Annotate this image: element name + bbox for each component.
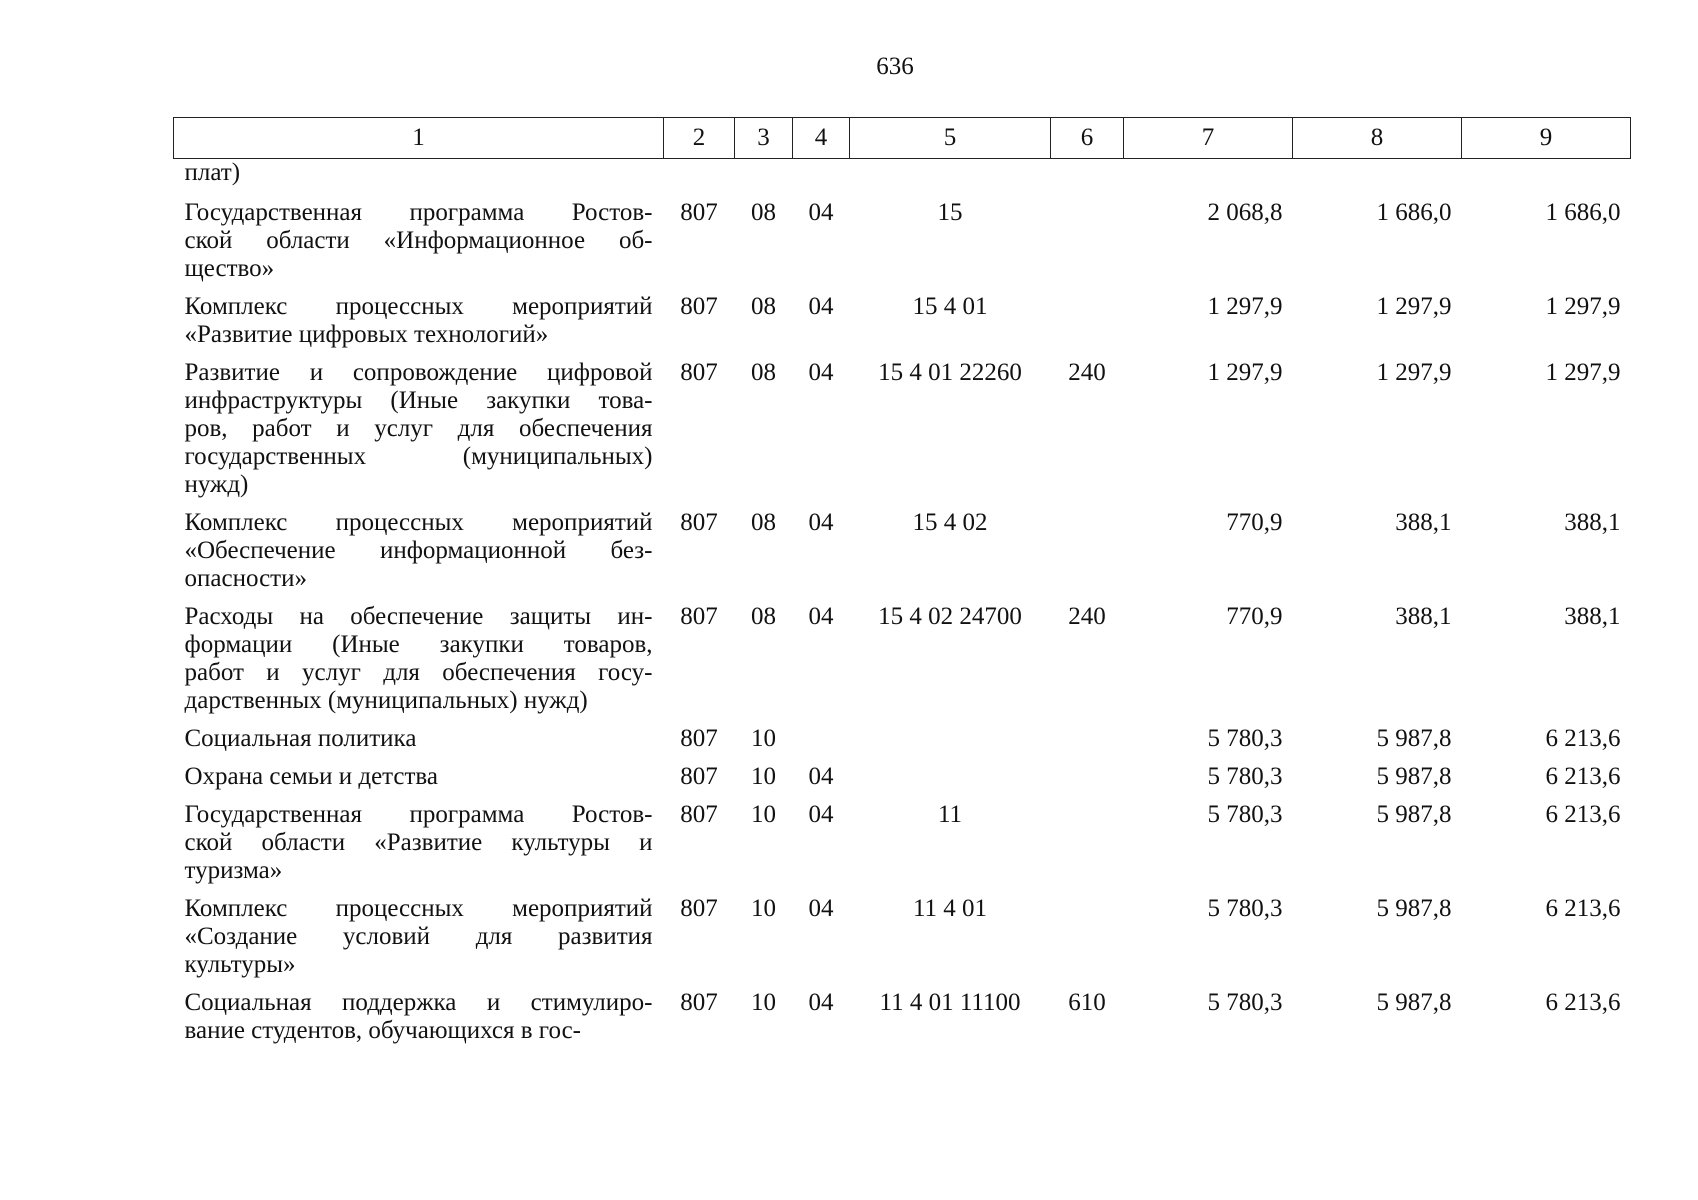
target-article: 11 4 01 11100 xyxy=(879,989,1021,1016)
target-article xyxy=(850,159,1051,200)
header-row xyxy=(174,118,1631,159)
description-line: нужд) xyxy=(184,471,249,498)
row-description xyxy=(174,763,664,801)
page-number: 636 xyxy=(876,53,914,80)
section-code: 807 xyxy=(680,763,718,790)
table-row xyxy=(174,895,1631,989)
table-row xyxy=(174,199,1631,293)
amount-year-3: 6 213,6 xyxy=(1545,801,1621,828)
column-header-2: 2 xyxy=(664,118,735,159)
subsection-code: 08 xyxy=(751,293,776,320)
description-line: опасности» xyxy=(184,565,307,592)
subsection-code: 10 xyxy=(751,725,776,752)
row-description xyxy=(174,359,664,509)
section-code: 807 xyxy=(680,725,718,752)
division-code: 04 xyxy=(808,763,834,790)
table-row xyxy=(174,509,1631,603)
table-row xyxy=(174,763,1631,801)
division-code: 04 xyxy=(808,989,834,1016)
section-code: 807 xyxy=(680,801,718,828)
table-row xyxy=(174,989,1631,1055)
description-line: Охрана семьи и детства xyxy=(184,763,438,790)
division-code: 04 xyxy=(808,895,834,922)
division-code: 04 xyxy=(808,199,834,226)
description-line: Государственная программа Ростов- xyxy=(184,199,653,226)
amount-year-1: 770,9 xyxy=(1226,509,1283,536)
section-code: 807 xyxy=(680,293,718,320)
amount-year-2: 5 987,8 xyxy=(1376,725,1452,752)
budget-table xyxy=(173,117,1631,1055)
subsection-code xyxy=(735,159,793,200)
table-row xyxy=(174,359,1631,509)
description-line: Социальная политика xyxy=(184,725,417,752)
amount-year-2: 5 987,8 xyxy=(1376,763,1452,790)
description-line: работ и услуг для обеспечения госу- xyxy=(184,659,653,686)
division-code: 04 xyxy=(808,293,834,320)
column-header-4: 4 xyxy=(793,118,850,159)
target-article: 15 xyxy=(937,199,963,226)
amount-year-2: 388,1 xyxy=(1395,509,1452,536)
description-line: Комплекс процессных мероприятий xyxy=(184,895,653,922)
amount-year-1: 5 780,3 xyxy=(1207,989,1283,1016)
subsection-code: 10 xyxy=(751,989,776,1016)
amount-year-2: 5 987,8 xyxy=(1376,989,1452,1016)
amount-year-2 xyxy=(1293,159,1462,200)
division-code: 04 xyxy=(808,801,834,828)
description-line: Развитие и сопровождение цифровой xyxy=(184,359,653,386)
description-line: инфраструктуры (Иные закупки това- xyxy=(184,387,653,414)
description-line: дарственных (муниципальных) нужд) xyxy=(184,687,588,714)
column-header-6: 6 xyxy=(1051,118,1124,159)
amount-year-3 xyxy=(1462,159,1631,200)
division-code: 04 xyxy=(808,603,834,630)
division-code: 04 xyxy=(808,509,834,536)
amount-year-3: 6 213,6 xyxy=(1545,763,1621,790)
description-line: ской области «Развитие культуры и xyxy=(184,829,653,856)
row-description xyxy=(174,603,664,725)
section-code xyxy=(664,159,735,200)
description-line: щество» xyxy=(184,255,275,282)
target-article xyxy=(850,763,1051,801)
row-description xyxy=(174,199,664,293)
description-line: Социальная поддержка и стимулиро- xyxy=(184,989,653,1016)
target-article xyxy=(850,725,1051,763)
description-line: «Создание условий для развития xyxy=(184,923,653,950)
section-code: 807 xyxy=(680,359,718,386)
section-code: 807 xyxy=(680,199,718,226)
column-header-9: 9 xyxy=(1462,118,1631,159)
section-code: 807 xyxy=(680,603,718,630)
amount-year-1: 1 297,9 xyxy=(1207,293,1283,320)
target-article: 15 4 01 22260 xyxy=(878,359,1022,386)
subsection-code: 10 xyxy=(751,763,776,790)
amount-year-3: 1 297,9 xyxy=(1545,359,1621,386)
amount-year-2: 5 987,8 xyxy=(1376,801,1452,828)
description-line: Государственная программа Ростов- xyxy=(184,801,653,828)
amount-year-1: 770,9 xyxy=(1226,603,1283,630)
target-article: 11 4 01 xyxy=(912,895,988,922)
subsection-code: 08 xyxy=(751,603,776,630)
description-line: туризма» xyxy=(184,857,283,884)
amount-year-2: 5 987,8 xyxy=(1376,895,1452,922)
amount-year-1: 5 780,3 xyxy=(1207,895,1283,922)
table-row xyxy=(174,725,1631,763)
description-line: плат) xyxy=(184,159,241,186)
target-article: 15 4 02 24700 xyxy=(878,603,1022,630)
description-line: ской области «Информационное об- xyxy=(184,227,653,254)
amount-year-1: 5 780,3 xyxy=(1207,725,1283,752)
expense-type: 610 xyxy=(1068,989,1106,1016)
description-line: «Развитие цифровых технологий» xyxy=(184,321,549,348)
expense-type xyxy=(1051,293,1124,359)
description-line: Комплекс процессных мероприятий xyxy=(184,293,653,320)
subsection-code: 08 xyxy=(751,509,776,536)
column-header-1: 1 xyxy=(174,118,664,159)
description-line: Расходы на обеспечение защиты ин- xyxy=(184,603,653,630)
column-header-5: 5 xyxy=(850,118,1051,159)
expense-type xyxy=(1051,763,1124,801)
expense-type: 240 xyxy=(1068,359,1106,386)
amount-year-3: 6 213,6 xyxy=(1545,725,1621,752)
expense-type xyxy=(1051,509,1124,603)
amount-year-1: 2 068,8 xyxy=(1207,199,1283,226)
amount-year-2: 1 297,9 xyxy=(1376,359,1452,386)
subsection-code: 08 xyxy=(751,359,776,386)
expense-type xyxy=(1051,725,1124,763)
row-description xyxy=(174,159,664,200)
table-row xyxy=(174,159,1631,200)
target-article: 11 xyxy=(937,801,963,828)
column-header-7: 7 xyxy=(1124,118,1293,159)
description-line: вание студентов, обучающихся в гос- xyxy=(184,1017,581,1044)
amount-year-2: 388,1 xyxy=(1395,603,1452,630)
expense-type: 240 xyxy=(1068,603,1106,630)
table-body xyxy=(174,159,1631,1056)
subsection-code: 10 xyxy=(751,801,776,828)
amount-year-1: 1 297,9 xyxy=(1207,359,1283,386)
amount-year-3: 1 297,9 xyxy=(1545,293,1621,320)
table-row xyxy=(174,801,1631,895)
subsection-code: 08 xyxy=(751,199,776,226)
expense-type xyxy=(1051,159,1124,200)
column-header-3: 3 xyxy=(735,118,793,159)
amount-year-2: 1 297,9 xyxy=(1376,293,1452,320)
target-article: 15 4 01 xyxy=(912,293,988,320)
description-line: культуры» xyxy=(184,951,296,978)
expense-type xyxy=(1051,895,1124,989)
amount-year-3: 6 213,6 xyxy=(1545,989,1621,1016)
row-description xyxy=(174,725,664,763)
table-header xyxy=(174,118,1631,159)
division-code: 04 xyxy=(808,359,834,386)
row-description xyxy=(174,895,664,989)
column-header-8: 8 xyxy=(1293,118,1462,159)
description-line: государственных (муниципальных) xyxy=(184,443,653,470)
amount-year-1: 5 780,3 xyxy=(1207,801,1283,828)
section-code: 807 xyxy=(680,989,718,1016)
section-code: 807 xyxy=(680,509,718,536)
row-description xyxy=(174,989,664,1055)
row-description xyxy=(174,801,664,895)
amount-year-1: 5 780,3 xyxy=(1207,763,1283,790)
division-code xyxy=(793,725,850,763)
description-line: «Обеспечение информационной без- xyxy=(184,537,653,564)
row-description xyxy=(174,509,664,603)
amount-year-3: 6 213,6 xyxy=(1545,895,1621,922)
table-row xyxy=(174,293,1631,359)
amount-year-3: 388,1 xyxy=(1564,509,1621,536)
subsection-code: 10 xyxy=(751,895,776,922)
target-article: 15 4 02 xyxy=(912,509,988,536)
division-code xyxy=(793,159,850,200)
amount-year-3: 1 686,0 xyxy=(1545,199,1621,226)
expense-type xyxy=(1051,199,1124,293)
amount-year-1 xyxy=(1124,159,1293,200)
section-code: 807 xyxy=(680,895,718,922)
description-line: ров, работ и услуг для обеспечения xyxy=(184,415,653,442)
table-row xyxy=(174,603,1631,725)
expense-type xyxy=(1051,801,1124,895)
description-line: формации (Иные закупки товаров, xyxy=(184,631,653,658)
row-description xyxy=(174,293,664,359)
description-line: Комплекс процессных мероприятий xyxy=(184,509,653,536)
amount-year-2: 1 686,0 xyxy=(1376,199,1452,226)
amount-year-3: 388,1 xyxy=(1564,603,1621,630)
